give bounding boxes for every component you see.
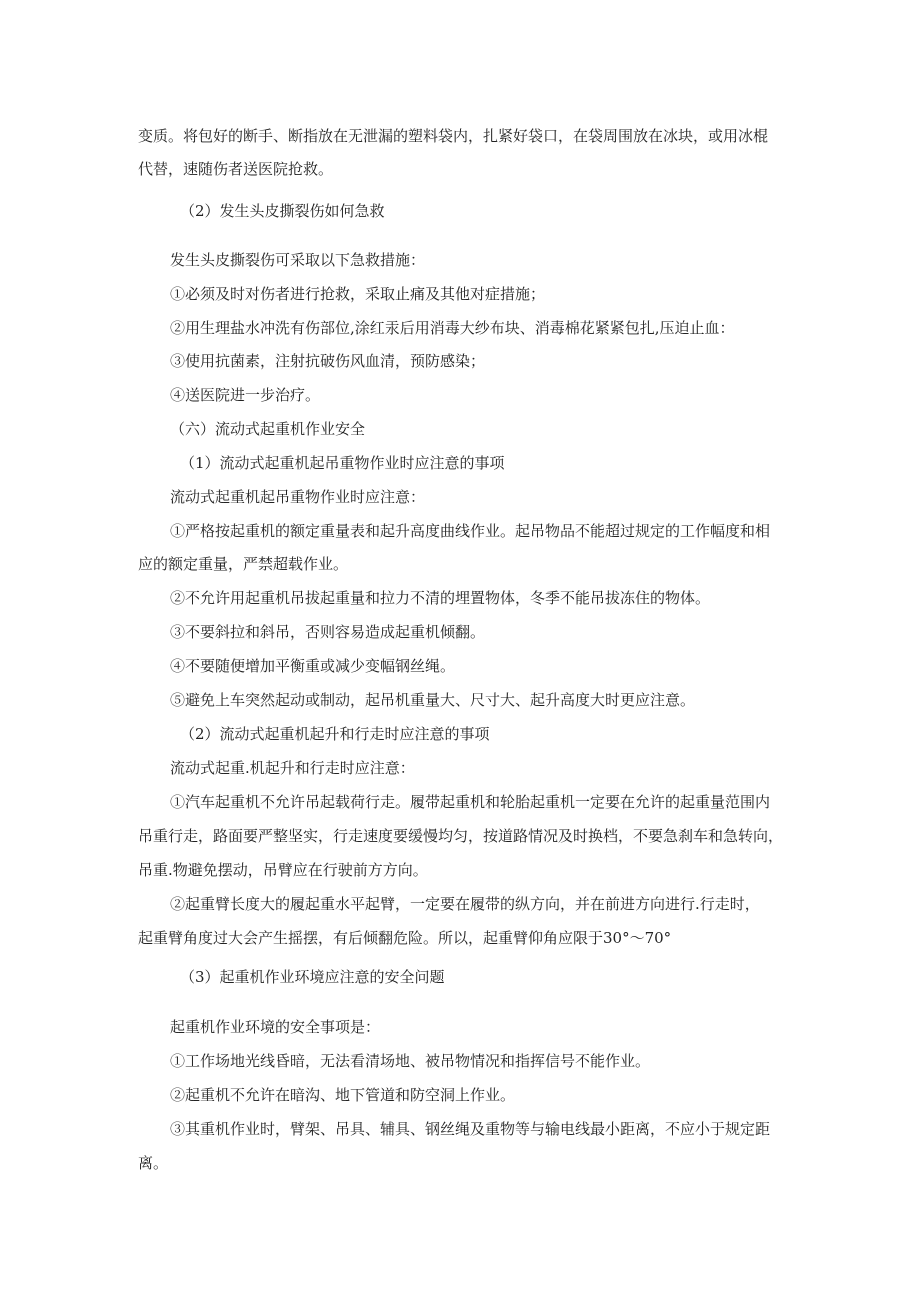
- list-item: ①汽车起重机不允许吊起载荷行走。履带起重机和轮胎起重机一定要在允许的起重量范围内: [170, 793, 771, 811]
- list-item-continued: 应的额定重量，严禁超载作业。: [138, 555, 349, 573]
- list-item: ⑤避免上车突然起动或制动，起吊机重量大、尺寸大、起升高度大时更应注意。: [170, 691, 696, 709]
- chapter-heading: （六）流动式起重机作业安全: [170, 420, 366, 438]
- list-item: ①必须及时对伤者进行抢救，采取止痛及其他对症措施；: [170, 285, 546, 303]
- section-heading: （2）流动式起重机起升和行走时应注意的事项: [180, 725, 490, 743]
- section-heading: （2）发生头皮撕裂伤如何急救: [180, 202, 385, 220]
- paragraph-line: 流动式起重机起吊重物作业时应注意：: [170, 488, 426, 506]
- list-item: ②用生理盐水冲洗有伤部位,涂红汞后用消毒大纱布块、消毒棉花紧紧包扎,压迫止血：: [170, 319, 735, 337]
- list-item: ②起重臂长度大的履起重水平起臂，一定要在履带的纵方向，并在前进方向进行.行走时，: [170, 895, 760, 913]
- section-heading: （1）流动式起重机起吊重物作业时应注意的事项: [180, 454, 505, 472]
- list-item: ①工作场地光线昏暗，无法看清场地、被吊物情况和指挥信号不能作业。: [170, 1052, 651, 1070]
- paragraph-line: 起重机作业环境的安全事项是：: [170, 1018, 381, 1036]
- list-item: ③其重机作业时，臂架、吊具、辅具、钢丝绳及重物等与输电线最小距离，不应小于规定距: [170, 1120, 771, 1138]
- list-item: ①严格按起重机的额定重量表和起升高度曲线作业。起吊物品不能超过规定的工作幅度和相: [170, 522, 771, 540]
- paragraph-line: 代替，速随伤者送医院抢救。: [138, 160, 334, 178]
- paragraph-line: 变质。将包好的断手、断指放在无泄漏的塑料袋内，扎紧好袋口，在袋周围放在冰块，或用冰棍: [138, 127, 769, 145]
- list-item-continued: 离。: [138, 1154, 169, 1172]
- list-item: ②起重机不允许在暗沟、地下管道和防空洞上作业。: [170, 1086, 516, 1104]
- paragraph-line: 发生头皮撕裂伤可采取以下急救措施：: [170, 251, 426, 269]
- list-item-continued: 吊重行走，路面要严整坚实，行走速度要缓慢均匀，按道路情况及时换档，不要急刹车和急转向，: [138, 827, 784, 845]
- list-item: ④不要随便增加平衡重或减少变幅钢丝绳。: [170, 657, 456, 675]
- list-item-continued: 吊重.物避免摆动，吊臂应在行驶前方方向。: [138, 861, 428, 879]
- paragraph-line: 流动式起重.机起升和行走时应注意：: [170, 759, 415, 777]
- section-heading: （3）起重机作业环境应注意的安全问题: [180, 968, 445, 986]
- list-item-continued: 起重臂角度过大会产生摇摆，有后倾翻危险。所以，起重臂仰角应限于30°～70°: [138, 929, 672, 947]
- list-item: ③使用抗菌素，注射抗破伤风血清，预防感染；: [170, 352, 486, 370]
- list-item: ④送医院进一步治疗。: [170, 386, 321, 404]
- list-item: ②不允许用起重机吊拔起重量和拉力不清的埋置物体，冬季不能吊拔冻住的物体。: [170, 589, 711, 607]
- list-item: ③不要斜拉和斜吊，否则容易造成起重机倾翻。: [170, 623, 486, 641]
